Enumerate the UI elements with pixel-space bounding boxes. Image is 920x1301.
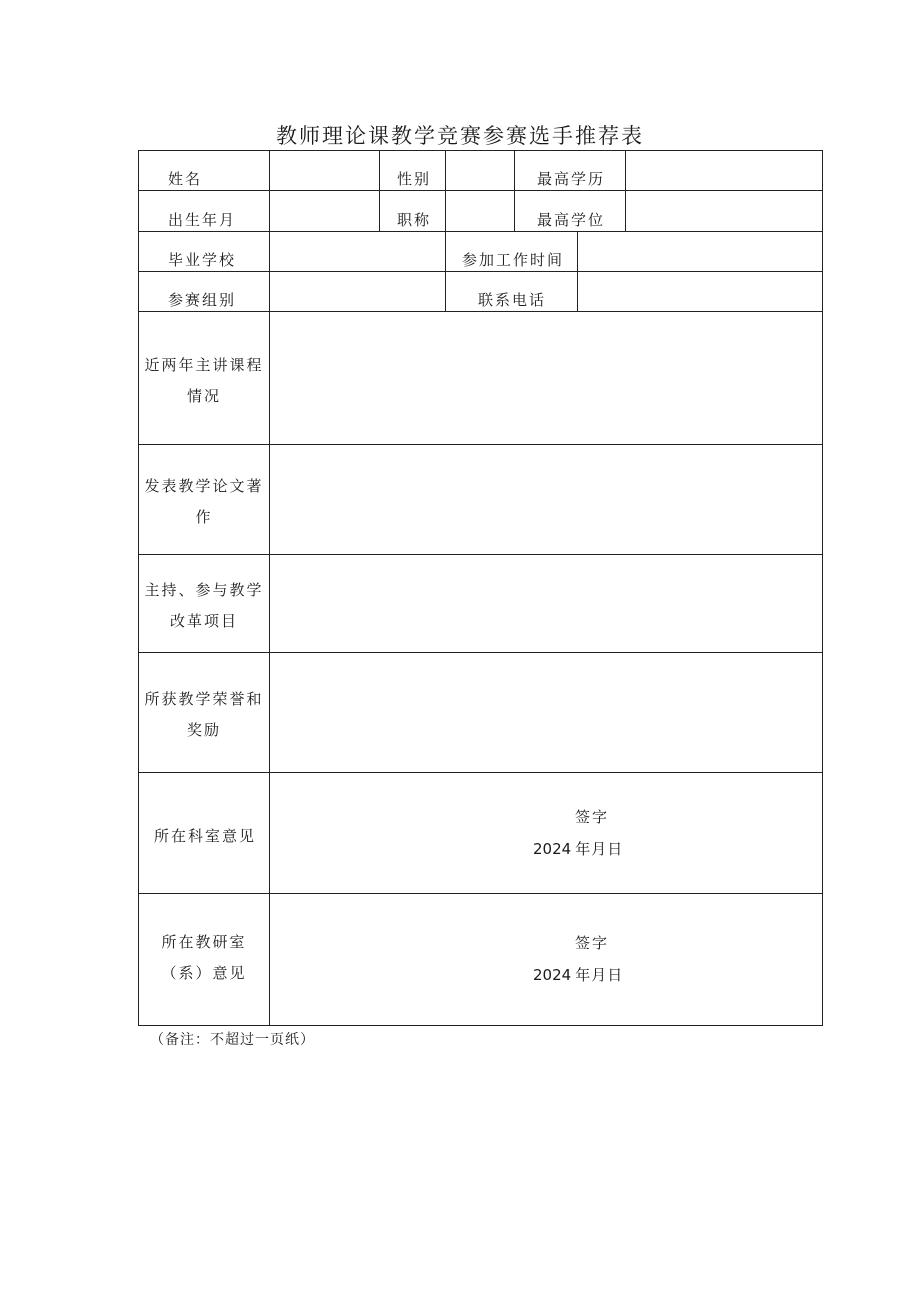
dept-date — [533, 967, 623, 983]
awards-label — [139, 684, 269, 746]
column-divider — [379, 150, 380, 231]
phone-label: 联系电话 — [478, 291, 547, 309]
education-field[interactable] — [626, 151, 822, 190]
courses-label-line1: 近两年主讲课程 — [144, 356, 264, 374]
degree-label: 最高学位 — [537, 211, 606, 229]
projects-label-line2: 改革项目 — [169, 612, 238, 630]
awards-label-line1: 所获教学荣誉和 — [144, 690, 264, 708]
degree-field[interactable] — [626, 191, 822, 231]
office-date — [533, 841, 623, 857]
school-field[interactable] — [270, 232, 445, 271]
office-opinion-label: 所在科室意见 — [154, 827, 257, 845]
school-label: 毕业学校 — [168, 251, 237, 269]
awards-label-line2: 奖励 — [186, 721, 221, 739]
awards-field[interactable] — [270, 653, 822, 772]
dept-date-year: 2024 — [533, 966, 572, 984]
office-sign-label: 签字 — [575, 808, 610, 826]
papers-label-line2: 作 — [195, 508, 213, 526]
birth-label: 出生年月 — [168, 211, 237, 229]
courses-field[interactable] — [270, 312, 822, 444]
name-field[interactable] — [270, 151, 379, 190]
group-label: 参赛组别 — [168, 291, 237, 309]
gender-field[interactable] — [446, 151, 514, 190]
papers-label-line1: 发表教学论文著 — [144, 477, 264, 495]
work-start-field[interactable] — [578, 232, 822, 271]
phone-field[interactable] — [578, 272, 822, 311]
education-label: 最高学历 — [537, 170, 606, 188]
gender-label: 性别 — [397, 170, 432, 188]
dept-opinion-label-line2: （系）意见 — [161, 964, 247, 982]
office-date-suffix: 年月日 — [575, 840, 624, 858]
dept-date-suffix: 年月日 — [575, 966, 624, 984]
group-field[interactable] — [270, 272, 445, 311]
title-label: 职称 — [397, 211, 432, 229]
dept-sign-label: 签字 — [575, 934, 610, 952]
courses-label — [139, 350, 269, 412]
title-field[interactable] — [446, 191, 514, 231]
dept-opinion-field[interactable] — [270, 894, 822, 1025]
office-date-year: 2024 — [533, 840, 572, 858]
birth-field[interactable] — [270, 191, 379, 231]
papers-field[interactable] — [270, 445, 822, 554]
work-start-label: 参加工作时间 — [462, 251, 565, 269]
courses-label-line2: 情况 — [186, 387, 221, 405]
form-title: 教师理论课教学竞赛参赛选手推荐表 — [276, 124, 644, 148]
dept-opinion-label-line1: 所在教研室 — [161, 933, 247, 951]
projects-label — [139, 575, 269, 637]
projects-label-line1: 主持、参与教学 — [144, 581, 264, 599]
projects-field[interactable] — [270, 555, 822, 652]
column-divider — [514, 150, 515, 231]
dept-opinion-label — [139, 927, 269, 989]
footnote: （备注：不超过一页纸） — [150, 1032, 315, 1048]
office-opinion-field[interactable] — [270, 773, 822, 893]
name-label: 姓名 — [168, 170, 203, 188]
papers-label — [139, 471, 269, 533]
